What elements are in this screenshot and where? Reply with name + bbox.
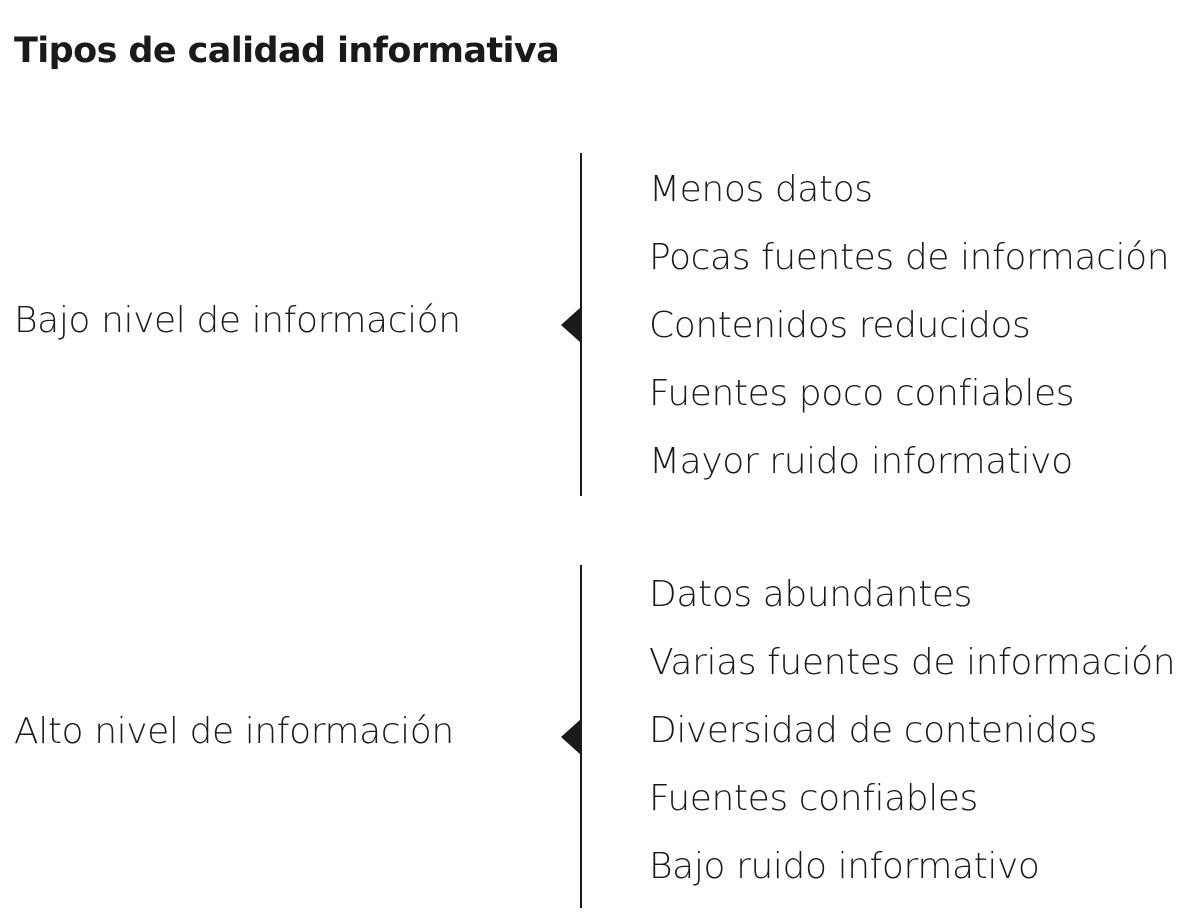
list-item: Fuentes poco confiables <box>649 373 1075 414</box>
group-label-high: Alto nivel de información <box>14 711 454 752</box>
list-item: Fuentes confiables <box>649 778 978 819</box>
list-item: Diversidad de contenidos <box>649 710 1098 751</box>
bracket-arrow-high <box>561 719 581 755</box>
item-list-low <box>649 156 1169 496</box>
list-item: Mayor ruido informativo <box>649 441 1073 482</box>
list-item: Datos abundantes <box>649 574 973 615</box>
page-title: Tipos de calidad informativa <box>14 31 560 72</box>
list-item: Pocas fuentes de información <box>649 237 1170 278</box>
bracket-arrow-low <box>561 307 581 343</box>
list-item: Varias fuentes de información <box>649 642 1176 683</box>
list-item: Menos datos <box>649 169 873 210</box>
list-item: Bajo ruido informativo <box>649 846 1040 887</box>
group-label-low: Bajo nivel de información <box>14 300 461 341</box>
item-list-high <box>649 561 1175 901</box>
list-item: Contenidos reducidos <box>649 305 1031 346</box>
